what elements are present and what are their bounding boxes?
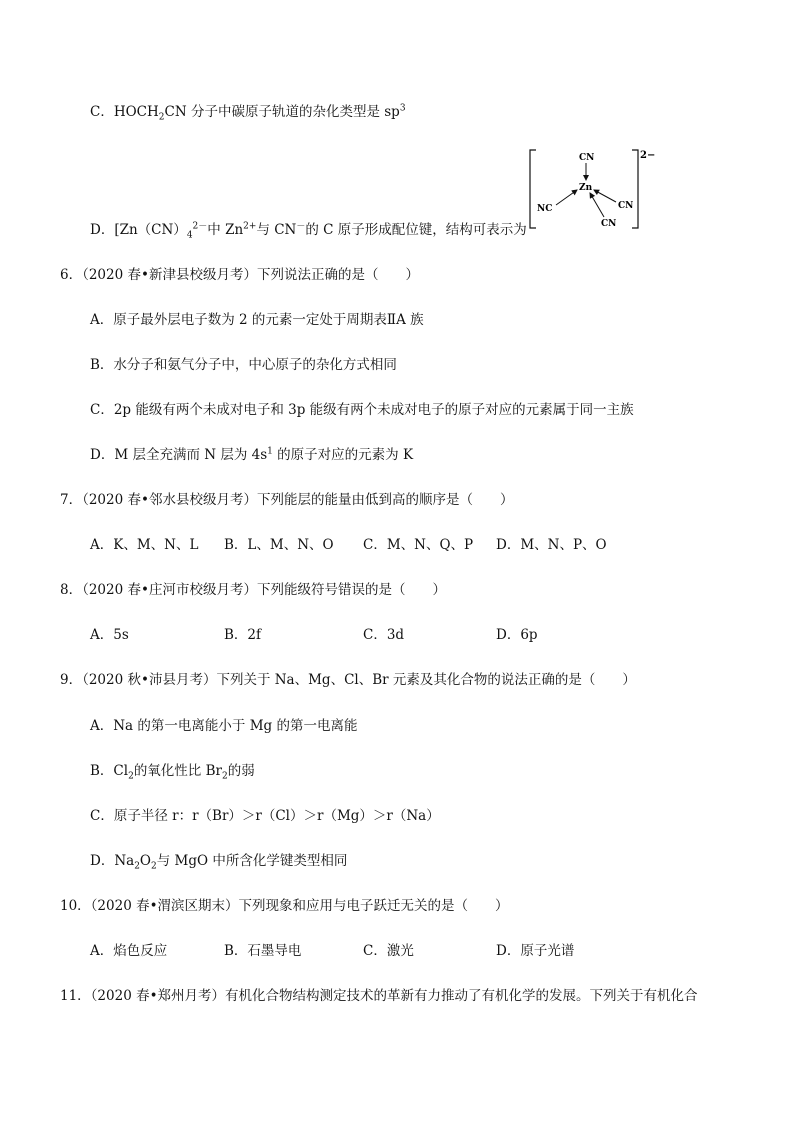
text: D．[Zn（CN） — [90, 222, 187, 238]
text: D．Na — [90, 853, 135, 869]
subscript: 2 — [221, 771, 228, 782]
q10-option-a: A．焰色反应 — [90, 943, 168, 959]
subscript: 2 — [128, 771, 134, 782]
q10-stem: 10．（2020 春•渭滨区期末）下列现象和应用与电子跃迁无关的是（ ） — [60, 898, 509, 914]
text: D．M 层全充满而 N 层为 4s — [90, 447, 268, 463]
ligand-cn-right: CN — [618, 201, 634, 211]
subscript: 2 — [151, 861, 157, 872]
text: 中 Zn — [207, 222, 244, 238]
text: 与 MgO 中所含化学键类型相同 — [156, 853, 348, 869]
q10-option-c: C．激光 — [363, 943, 414, 959]
q8-option-c: C．3d — [363, 627, 405, 643]
q7-stem: 7．（2020 春•邻水县校级月考）下列能层的能量由低到高的顺序是（ ） — [60, 492, 514, 508]
bond-arrow-right — [594, 190, 616, 202]
text: 的原子对应的元素为 K — [272, 447, 414, 463]
bond-arrow-left — [556, 190, 577, 205]
q7-option-d: D．M、N、P、O — [496, 537, 607, 553]
q5-option-d — [90, 221, 527, 239]
q10-option-b: B．石墨导电 — [224, 943, 302, 959]
q8-option-b: B．2f — [224, 627, 262, 643]
superscript: 2－ — [192, 221, 208, 232]
q9-stem: 9．（2020 秋•沛县月考）下列关于 Na、Mg、Cl、Br 元素及其化合物的说法正确的是（ ） — [60, 672, 636, 688]
q6-option-b: B．水分子和氨气分子中，中心原子的杂化方式相同 — [90, 357, 397, 373]
q10-option-d: D．原子光谱 — [496, 943, 575, 959]
q8-stem: 8．（2020 春•庄河市校级月考）下列能级符号错误的是（ ） — [60, 582, 446, 598]
q6-option-a: A．原子最外层电子数为 2 的元素一定处于周期表ⅡA 族 — [90, 312, 424, 328]
subscript: 2 — [158, 112, 165, 123]
q7-option-b: B．L、M、N、O — [224, 537, 334, 553]
superscript: 3 — [399, 103, 406, 114]
q7-option-a: A．K、M、N、L — [90, 537, 199, 553]
subscript: 2 — [134, 861, 140, 872]
text: 的 C 原子形成配位键，结构可表示为 — [305, 222, 527, 238]
ligand-nc-left: NC — [537, 204, 553, 214]
text: B．Cl — [90, 763, 129, 779]
superscript: 1 — [267, 446, 273, 457]
complex-charge: 2− — [640, 150, 656, 161]
q9-option-d — [90, 852, 347, 870]
text: CN 分子中碳原子轨道的杂化类型是 sp — [164, 104, 400, 120]
superscript: 2+ — [243, 221, 257, 232]
q5-option-c — [90, 103, 406, 121]
superscript: － — [296, 221, 306, 232]
q7-option-c: C．M、N、Q、P — [363, 537, 474, 553]
right-bracket — [632, 150, 638, 228]
zinc-center: Zn — [579, 183, 593, 193]
q9-option-c: C．原子半径 r：r（Br）＞r（Cl）＞r（Mg）＞r（Na） — [90, 808, 440, 824]
q6-stem: 6．（2020 春•新津县校级月考）下列说法正确的是（ ） — [60, 267, 419, 283]
q8-option-a: A．5s — [90, 627, 129, 643]
bond-arrow-bottom — [590, 193, 604, 217]
text: O — [139, 853, 151, 869]
q8-option-d: D．6p — [496, 627, 538, 643]
text: 的氧化性比 Br — [133, 763, 222, 779]
q11-stem: 11．（2020 春•郑州月考）有机化合物结构测定技术的革新有力推动了有机化学的发展。下列关于有机化合 — [60, 988, 698, 1004]
subscript: 4 — [186, 230, 193, 241]
q6-option-d — [90, 446, 413, 464]
ligand-cn-bottom: CN — [601, 219, 617, 229]
zn-cn-complex-structure — [528, 148, 656, 232]
q9-option-a: A．Na 的第一电离能小于 Mg 的第一电离能 — [90, 718, 358, 734]
ligand-cn-top: CN — [579, 153, 595, 163]
text: C．HOCH — [90, 104, 159, 120]
text: 的弱 — [227, 763, 255, 779]
text: 与 CN — [256, 222, 297, 238]
left-bracket — [530, 150, 536, 228]
q6-option-c: C．2p 能级有两个未成对电子和 3p 能级有两个未成对电子的原子对应的元素属于同一主族 — [90, 402, 634, 418]
q9-option-b — [90, 762, 255, 780]
